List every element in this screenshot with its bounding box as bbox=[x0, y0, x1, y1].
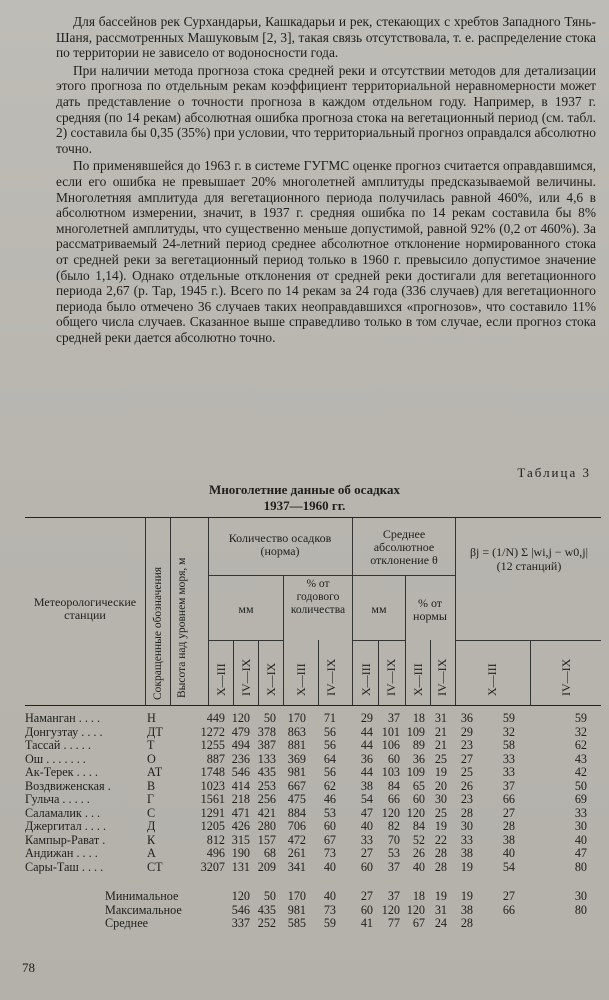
station-name: Наманган . . . . bbox=[25, 712, 101, 725]
station-abbr: ДТ bbox=[147, 724, 163, 739]
sub-p2: IV—IX bbox=[559, 658, 573, 696]
table-header-rule bbox=[25, 705, 601, 706]
table-row bbox=[25, 793, 601, 807]
col-sep bbox=[258, 640, 259, 705]
summary-cell: 585 bbox=[287, 916, 306, 930]
summary-cell: 40 bbox=[323, 889, 336, 903]
summary-row bbox=[25, 904, 601, 918]
value-cell: 475 bbox=[287, 792, 306, 806]
table-row bbox=[25, 739, 601, 753]
value-cell: 25 bbox=[434, 805, 447, 820]
value-cell: 40 bbox=[412, 859, 425, 874]
value-cell: 103 bbox=[381, 765, 400, 779]
value-cell: 68 bbox=[263, 846, 276, 860]
value-cell: 21 bbox=[434, 724, 447, 739]
summary-cell: 31 bbox=[434, 902, 447, 917]
value-cell: 28 bbox=[460, 805, 473, 820]
value-cell: 21 bbox=[434, 738, 447, 752]
col-sep bbox=[405, 575, 406, 705]
header-alt: Высота над уровнем моря, м bbox=[176, 557, 188, 698]
col-sep bbox=[170, 518, 171, 705]
value-cell: 26 bbox=[412, 846, 425, 860]
value-cell: 706 bbox=[287, 819, 306, 833]
value-cell: 53 bbox=[323, 805, 336, 820]
value-cell: 157 bbox=[257, 832, 276, 847]
value-cell: 120 bbox=[406, 805, 425, 820]
value-cell: 109 bbox=[406, 724, 425, 739]
value-cell: 170 bbox=[287, 711, 306, 725]
summary-cell: 435 bbox=[257, 902, 276, 917]
col-sep bbox=[430, 640, 431, 705]
value-cell: 40 bbox=[502, 846, 515, 860]
value-cell: 33 bbox=[574, 805, 587, 820]
summary-cell: 120 bbox=[406, 902, 425, 917]
value-cell: 30 bbox=[460, 819, 473, 833]
station-abbr: АТ bbox=[147, 765, 163, 779]
value-cell: 43 bbox=[574, 751, 587, 766]
summary-cell: 19 bbox=[460, 889, 473, 903]
summary-cell: 30 bbox=[574, 889, 587, 903]
value-cell: 62 bbox=[574, 738, 587, 752]
table-row bbox=[25, 712, 601, 726]
table-row bbox=[25, 766, 601, 780]
formula-text: βj = (1/N) Σ |wi,j − w0,j| bbox=[469, 545, 589, 559]
value-cell: 19 bbox=[434, 819, 447, 833]
value-cell: 54 bbox=[360, 792, 373, 806]
value-cell: 26 bbox=[460, 778, 473, 793]
station-name: Тассай . . . . . bbox=[25, 739, 91, 752]
station-abbr: К bbox=[147, 832, 156, 847]
table-top-rule bbox=[25, 517, 601, 518]
value-cell: 30 bbox=[434, 792, 447, 806]
altitude-cell: 449 bbox=[206, 711, 225, 725]
value-cell: 23 bbox=[460, 738, 473, 752]
value-cell: 60 bbox=[387, 751, 400, 766]
value-cell: 50 bbox=[263, 711, 276, 725]
summary-cell: 24 bbox=[434, 916, 447, 930]
value-cell: 30 bbox=[574, 819, 587, 833]
value-cell: 64 bbox=[323, 751, 336, 766]
value-cell: 209 bbox=[257, 859, 276, 874]
value-cell: 421 bbox=[257, 805, 276, 820]
station-name: Донгузтау . . . . bbox=[25, 725, 103, 739]
value-cell: 84 bbox=[412, 819, 425, 833]
header-station: Метеорологические станции bbox=[33, 595, 137, 622]
summary-cell: 546 bbox=[231, 902, 250, 917]
value-cell: 44 bbox=[360, 738, 373, 752]
summary-cell: 981 bbox=[287, 902, 306, 917]
table-row bbox=[25, 820, 601, 834]
altitude-cell: 1561 bbox=[200, 792, 225, 806]
value-cell: 59 bbox=[574, 711, 587, 725]
header-beta-formula bbox=[458, 545, 600, 573]
station-abbr: Г bbox=[147, 792, 155, 806]
summary-cell: 60 bbox=[360, 902, 373, 917]
value-cell: 33 bbox=[502, 765, 515, 779]
value-cell: 256 bbox=[257, 792, 276, 806]
table-years: 1937—1960 гг. bbox=[263, 498, 346, 513]
col-sep bbox=[530, 640, 531, 705]
value-cell: 80 bbox=[574, 859, 587, 874]
table-row bbox=[25, 834, 601, 848]
value-cell: 261 bbox=[287, 846, 306, 860]
sub-p1: X—III bbox=[294, 663, 308, 696]
sub-p2: IV—IX bbox=[435, 658, 449, 696]
summary-cell: 170 bbox=[287, 889, 306, 903]
station-name: Гульча . . . . . bbox=[25, 793, 90, 806]
value-cell: 378 bbox=[257, 724, 276, 739]
value-cell: 56 bbox=[323, 765, 336, 779]
table-label: Таблица 3 bbox=[517, 465, 591, 480]
value-cell: 28 bbox=[434, 859, 447, 874]
value-cell: 190 bbox=[231, 846, 250, 860]
summary-cell: 37 bbox=[387, 889, 400, 903]
value-cell: 131 bbox=[231, 859, 250, 874]
summary-row bbox=[25, 917, 601, 931]
value-cell: 27 bbox=[360, 846, 373, 860]
station-name: Саламалик . . . bbox=[25, 806, 101, 820]
altitude-cell: 1255 bbox=[200, 738, 225, 752]
altitude-cell: 496 bbox=[206, 846, 225, 860]
value-cell: 27 bbox=[502, 805, 515, 820]
table-row bbox=[25, 847, 601, 861]
table-body bbox=[25, 712, 601, 931]
header-precip: Количество осадков (норма) bbox=[228, 531, 332, 558]
value-cell: 82 bbox=[387, 819, 400, 833]
value-cell: 369 bbox=[287, 751, 306, 766]
col-sep bbox=[145, 518, 146, 705]
summary-cell: 27 bbox=[502, 889, 515, 903]
value-cell: 59 bbox=[502, 711, 515, 725]
value-cell: 981 bbox=[287, 765, 306, 779]
value-cell: 37 bbox=[502, 778, 515, 793]
sub-p1: X—III bbox=[359, 663, 373, 696]
value-cell: 36 bbox=[412, 751, 425, 766]
row-sep bbox=[455, 640, 601, 641]
page-number: 78 bbox=[22, 960, 35, 975]
station-abbr: Т bbox=[147, 738, 155, 752]
value-cell: 66 bbox=[387, 792, 400, 806]
table-row bbox=[25, 753, 601, 767]
value-cell: 47 bbox=[574, 846, 587, 860]
value-cell: 667 bbox=[287, 778, 306, 793]
station-abbr: Д bbox=[147, 819, 156, 833]
table-title: Многолетние данные об осадках bbox=[209, 482, 400, 497]
sub-p2: IV—IX bbox=[324, 658, 338, 696]
value-cell: 67 bbox=[323, 832, 336, 847]
value-cell: 426 bbox=[231, 819, 250, 833]
value-cell: 218 bbox=[231, 792, 250, 806]
value-cell: 46 bbox=[323, 792, 336, 806]
value-cell: 71 bbox=[323, 711, 336, 725]
body-text bbox=[56, 14, 596, 345]
sub-p2: IV—IX bbox=[239, 658, 253, 696]
altitude-cell: 1291 bbox=[200, 805, 225, 820]
value-cell: 19 bbox=[460, 859, 473, 874]
value-cell: 28 bbox=[502, 819, 515, 833]
value-cell: 40 bbox=[574, 832, 587, 847]
summary-cell: 18 bbox=[412, 889, 425, 903]
col-sep bbox=[455, 518, 456, 705]
value-cell: 435 bbox=[257, 765, 276, 779]
altitude-cell: 1272 bbox=[200, 724, 225, 739]
station-name: Кампыр-Рават . bbox=[25, 833, 106, 847]
station-name: Ош . . . . . . . bbox=[25, 752, 86, 766]
value-cell: 65 bbox=[412, 778, 425, 793]
summary-cell: 66 bbox=[502, 902, 515, 917]
value-cell: 33 bbox=[502, 751, 515, 766]
summary-row bbox=[25, 890, 601, 904]
altitude-cell: 812 bbox=[206, 832, 225, 847]
paragraph-3: По применявшейся до 1963 г. в системе ГУГМС оценке прогноз считается оправдавшимся, если его ошибка не превышает 20% многолетней амплитуды предсказываемой величины. Многолетняя амплитуда для вегетационного периода получилась равной 460%, или 4,6 в абсолютном измерении, значит, в 1937 г. средняя ошибка по 14 рекам составила бы 8% многолетней амплитуды, что существенно меньше допустимой, равной 92% (0,2 от 460%). За рассматриваемый 24-летний период среднее абсолютное отклонение нормированного стока от средней реки за вегетационный период только в 1960 г. превысило допустимое значение (было 1,14). Однако отдельные отклонения от средней реки достигали для вегетационного периода 2,67 (р. Тар, 1945 г.). Всего по 14 рекам за 24 года (336 случаев) для вегетационного периода было отмечено 36 случаев таких неоправдавшихся «прогнозов», что составило 11% общего числа случаев. Сказанное выше справедливо только в том случае, если прогноз стока средней реки дается абсолютно точно. bbox=[56, 158, 596, 345]
value-cell: 62 bbox=[323, 778, 336, 793]
value-cell: 38 bbox=[360, 778, 373, 793]
summary-cell: 67 bbox=[412, 916, 425, 930]
station-name: Ак-Терек . . . . bbox=[25, 766, 98, 779]
value-cell: 66 bbox=[502, 792, 515, 806]
station-abbr: СТ bbox=[147, 859, 163, 874]
table-row bbox=[25, 807, 601, 821]
value-cell: 54 bbox=[502, 859, 515, 874]
value-cell: 133 bbox=[257, 751, 276, 766]
value-cell: 33 bbox=[460, 832, 473, 847]
spacer bbox=[25, 874, 601, 890]
summary-cell: 73 bbox=[323, 902, 336, 917]
value-cell: 58 bbox=[502, 738, 515, 752]
summary-label: Среднее bbox=[105, 917, 149, 930]
value-cell: 28 bbox=[434, 846, 447, 860]
header-abbr: Сокращенные обозначения bbox=[152, 566, 164, 700]
value-cell: 32 bbox=[574, 724, 587, 739]
value-cell: 23 bbox=[460, 792, 473, 806]
station-name: Сары-Таш . . . . bbox=[25, 860, 104, 874]
row-sep bbox=[208, 640, 283, 641]
value-cell: 47 bbox=[360, 805, 373, 820]
altitude-cell: 1205 bbox=[200, 819, 225, 833]
value-cell: 70 bbox=[387, 832, 400, 847]
paragraph-2: При наличии метода прогноза стока средней реки и отсутствии методов для детализации этого прогноза по отдельным рекам коэффициент территориальной неравномерности может дать представление о точности прогноза в каждом отдельном году. Например, в 1937 г. средняя (по 14 рекам) абсолютная ошибка прогноза стока на вегетационный период (см. табл. 2) составила бы 0,35 (35%) при условии, что территориальный прогноз оправдался абсолютно точно. bbox=[56, 62, 596, 156]
altitude-cell: 3207 bbox=[200, 859, 225, 874]
header-pct-year: % от годового количества bbox=[290, 578, 346, 616]
value-cell: 53 bbox=[387, 846, 400, 860]
value-cell: 44 bbox=[360, 724, 373, 739]
summary-cell: 27 bbox=[360, 889, 373, 903]
value-cell: 52 bbox=[412, 832, 425, 847]
formula-subtitle: (12 станций) bbox=[496, 559, 562, 573]
row-sep bbox=[352, 640, 405, 641]
table-row bbox=[25, 861, 601, 875]
table-row bbox=[25, 726, 601, 740]
value-cell: 60 bbox=[360, 859, 373, 874]
value-cell: 37 bbox=[387, 711, 400, 725]
value-cell: 120 bbox=[381, 805, 400, 820]
value-cell: 18 bbox=[412, 711, 425, 725]
value-cell: 479 bbox=[231, 724, 250, 739]
summary-cell: 120 bbox=[231, 889, 250, 903]
summary-cell: 59 bbox=[323, 916, 336, 930]
station-name: Андижан . . . . bbox=[25, 847, 98, 860]
value-cell: 109 bbox=[406, 765, 425, 779]
value-cell: 37 bbox=[387, 859, 400, 874]
value-cell: 36 bbox=[360, 751, 373, 766]
altitude-cell: 887 bbox=[206, 751, 225, 766]
value-cell: 25 bbox=[434, 751, 447, 766]
value-cell: 280 bbox=[257, 819, 276, 833]
value-cell: 44 bbox=[360, 765, 373, 779]
value-cell: 120 bbox=[231, 711, 250, 725]
value-cell: 31 bbox=[434, 711, 447, 725]
sub-p1: X—III bbox=[214, 663, 228, 696]
row-sep bbox=[208, 575, 455, 576]
paragraph-1: Для бассейнов рек Сурхандарьи, Кашкадарьи и рек, стекающих с хребтов Западного Тянь-Шаня, рассмотренных Машуковым [2, 3], такая связь отсутствовала, т. е. распределение стока по территории не зависело от водоносности года. bbox=[56, 14, 596, 61]
value-cell: 471 bbox=[231, 805, 250, 820]
header-mm-2: мм bbox=[371, 602, 387, 616]
value-cell: 38 bbox=[460, 846, 473, 860]
value-cell: 25 bbox=[460, 765, 473, 779]
value-cell: 32 bbox=[502, 724, 515, 739]
value-cell: 38 bbox=[502, 832, 515, 847]
station-name: Джергитал . . . . bbox=[25, 820, 107, 833]
summary-cell: 120 bbox=[381, 902, 400, 917]
value-cell: 341 bbox=[287, 859, 306, 874]
value-cell: 40 bbox=[323, 859, 336, 874]
col-sep bbox=[208, 518, 209, 705]
value-cell: 19 bbox=[434, 765, 447, 779]
value-cell: 863 bbox=[287, 724, 306, 739]
station-name: Воздвиженская . bbox=[25, 779, 111, 793]
value-cell: 253 bbox=[257, 778, 276, 793]
summary-cell: 28 bbox=[460, 916, 473, 930]
col-sep bbox=[378, 640, 379, 705]
col-sep bbox=[283, 575, 284, 705]
value-cell: 387 bbox=[257, 738, 276, 752]
value-cell: 73 bbox=[323, 846, 336, 860]
header-mm: мм bbox=[238, 602, 254, 616]
value-cell: 20 bbox=[434, 778, 447, 793]
value-cell: 881 bbox=[287, 738, 306, 752]
value-cell: 472 bbox=[287, 832, 306, 847]
value-cell: 29 bbox=[460, 724, 473, 739]
summary-label: Максимальное bbox=[105, 903, 182, 917]
value-cell: 56 bbox=[323, 724, 336, 739]
value-cell: 29 bbox=[360, 711, 373, 725]
col-sep bbox=[318, 640, 319, 705]
sub-p1: X—III bbox=[411, 663, 425, 696]
value-cell: 84 bbox=[387, 778, 400, 793]
value-cell: 60 bbox=[323, 819, 336, 833]
value-cell: 36 bbox=[460, 711, 473, 725]
value-cell: 60 bbox=[412, 792, 425, 806]
value-cell: 33 bbox=[360, 832, 373, 847]
header-meandev: Среднее абсолютное отклонение θ bbox=[370, 527, 438, 567]
value-cell: 414 bbox=[231, 778, 250, 793]
table-row bbox=[25, 780, 601, 794]
summary-cell: 50 bbox=[263, 889, 276, 903]
station-abbr: С bbox=[147, 805, 156, 820]
altitude-cell: 1023 bbox=[200, 778, 225, 793]
sub-p3: X—IX bbox=[264, 662, 278, 696]
station-abbr: Н bbox=[147, 711, 156, 725]
station-abbr: В bbox=[147, 778, 156, 793]
header-pct-norm: % от нормы bbox=[413, 596, 447, 623]
summary-cell: 80 bbox=[574, 902, 587, 917]
col-sep bbox=[233, 640, 234, 705]
summary-cell: 252 bbox=[257, 916, 276, 930]
summary-cell: 337 bbox=[231, 916, 250, 930]
summary-cell: 41 bbox=[360, 916, 373, 930]
value-cell: 56 bbox=[323, 738, 336, 752]
col-sep bbox=[352, 518, 353, 705]
value-cell: 27 bbox=[460, 751, 473, 766]
value-cell: 546 bbox=[231, 765, 250, 779]
value-cell: 89 bbox=[412, 738, 425, 752]
value-cell: 884 bbox=[287, 805, 306, 820]
value-cell: 42 bbox=[574, 765, 587, 779]
summary-label: Минимальное bbox=[105, 890, 179, 903]
value-cell: 315 bbox=[231, 832, 250, 847]
value-cell: 101 bbox=[381, 724, 400, 739]
value-cell: 22 bbox=[434, 832, 447, 847]
value-cell: 40 bbox=[360, 819, 373, 833]
value-cell: 69 bbox=[574, 792, 587, 806]
value-cell: 236 bbox=[231, 751, 250, 766]
value-cell: 494 bbox=[231, 738, 250, 752]
summary-cell: 38 bbox=[460, 902, 473, 917]
altitude-cell: 1748 bbox=[200, 765, 225, 779]
station-abbr: А bbox=[147, 846, 156, 860]
summary-cell: 19 bbox=[434, 889, 447, 903]
value-cell: 50 bbox=[574, 778, 587, 793]
summary-cell: 77 bbox=[387, 916, 400, 930]
sub-p1: X—III bbox=[485, 663, 499, 696]
station-abbr: О bbox=[147, 751, 156, 766]
value-cell: 106 bbox=[381, 738, 400, 752]
sub-p2: IV—IX bbox=[384, 658, 398, 696]
